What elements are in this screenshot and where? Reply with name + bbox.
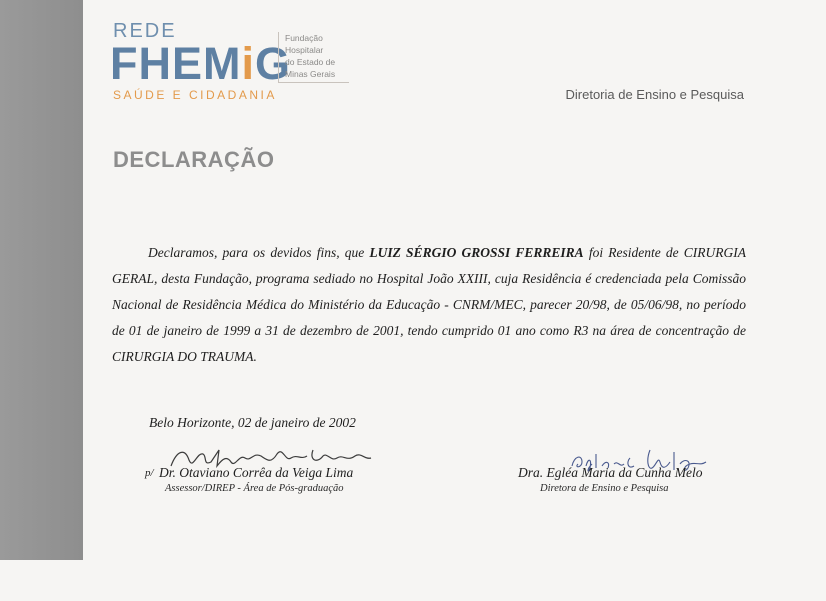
- place-date: Belo Horizonte, 02 de janeiro de 2002: [149, 415, 356, 430]
- signature-block-left: [145, 440, 405, 500]
- resident-name: LUIZ SÉRGIO GROSSI FERREIRA: [369, 245, 584, 260]
- logo-network: REDE: [113, 20, 177, 42]
- left-gray-band: [0, 0, 83, 560]
- signatory-prefix: p/: [145, 467, 154, 479]
- foundation-line: do Estado de: [285, 57, 336, 67]
- logo-foundation-text: [278, 32, 349, 83]
- signatory-name-left: Dr. Otaviano Corrêa da Veiga Lima: [159, 465, 354, 480]
- signatory-role-right: Diretora de Ensino e Pesquisa: [540, 483, 669, 494]
- signatory-name-right: Dra. Egléa Maria da Cunha Melo: [518, 465, 703, 480]
- declaration-body: [112, 240, 746, 370]
- foundation-line: Hospitalar: [285, 45, 324, 55]
- signature-block-right: [516, 440, 746, 500]
- foundation-line: Fundação: [285, 33, 323, 43]
- body-part2: foi Residente de CIRURGIA GERAL, desta Fundação, programa sediado no Hospital João XXIII, cuja Residência é credenciada pela Comissão Nacional de Residência Médica do Ministério da Educação - CNRM/MEC, parecer 20/98, de 05/06/98, no período de 01 de janeiro de 1999 a 31 de dezembro de 2001, tendo cumprido 01 ano como R3 na área de concentração de CIRURGIA DO TRAUMA.: [112, 245, 746, 364]
- document-title: DECLARAÇÃO: [113, 147, 275, 172]
- foundation-line: Minas Gerais: [285, 69, 336, 79]
- logo-brand-accent: i: [241, 38, 256, 89]
- logo-tagline: SAÚDE E CIDADANIA: [113, 88, 277, 102]
- body-part1: Declaramos, para os devidos fins, que: [148, 245, 370, 260]
- logo-brand-suffix: G: [255, 38, 292, 89]
- logo-brand: [110, 38, 291, 90]
- logo-brand-prefix: FHEM: [110, 38, 242, 89]
- department-name: Diretoria de Ensino e Pesquisa: [565, 87, 744, 102]
- fhemig-logo: [110, 20, 340, 106]
- signatory-role-left: Assessor/DIREP - Área de Pós-graduação: [165, 483, 344, 494]
